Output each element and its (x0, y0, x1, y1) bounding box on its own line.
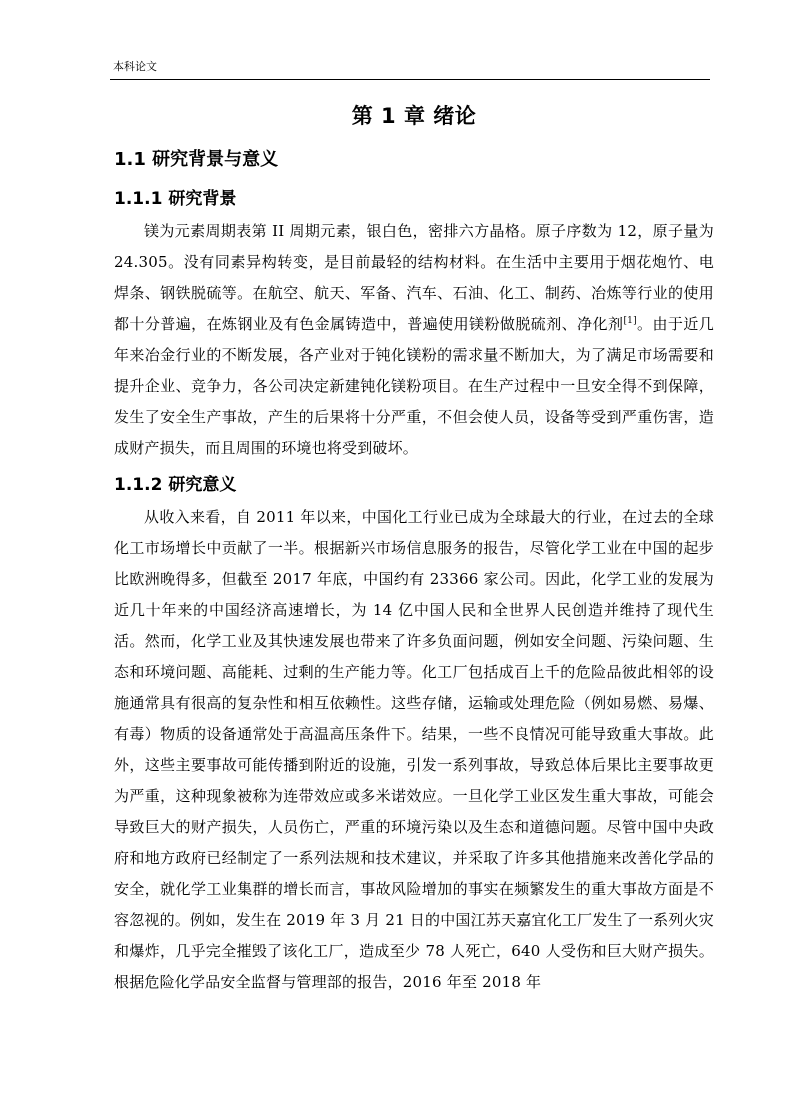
paragraph-significance: 从收入来看，自 2011 年以来，中国化工行业已成为全球最大的行业，在过去的全球化工市场增长中贡献了一半。根据新兴市场信息服务的报告，尽管化学工业在中国的起步比欧洲晚得多，但截至 2017 年底，中国约有 23366 家公司。因此，化学工业的发展为近几十年来的中国经济高速增长，为 14 亿中国人民和全世界人民创造并维持了现代生活。然而，化学工业及其快速发展也带来了许多负面问题，例如安全问题、污染问题、生态和环境问题、高能耗、过剩的生产能力等。化工厂包括成百上千的危险品彼此相邻的设施通常具有很高的复杂性和相互依赖性。这些存储，运输或处理危险（例如易燃、易爆、有毒）物质的设备通常处于高温高压条件下。结果，一些不良情况可能导致重大事故。此外，这些主要事故可能传播到附近的设施，引发一系列事故，导致总体后果比主要事故更为严重，这种现象被称为连带效应或多米诺效应。一旦化学工业区发生重大事故，可能会导致巨大的财产损失，人员伤亡，严重的环境污染以及生态和道德问题。尽管中国中央政府和地方政府已经制定了一系列法规和技术建议，并采取了许多其他措施来改善化学品的安全，就化学工业集群的增长而言，事故风险增加的事实在频繁发生的重大事故方面是不容忽视的。例如，发生在 2019 年 3 月 21 日的中国江苏天嘉宜化工厂发生了一系列火灾和爆炸，几乎完全摧毁了该化工厂，造成至少 78 人死亡，640 人受伤和巨大财产损失。根据危险化学品安全监督与管理部的报告，2016 年至 2018 年 (114, 508, 714, 991)
paragraph-background-text-a: 镁为元素周期表第 II 周期元素，银白色，密排六方晶格。原子序数为 12，原子量为 24.305。没有同素异构转变，是目前最轻的结构材料。在生活中主要用于烟花炮竹、电焊条、钢铁脱硫等。在航空、航天、军备、汽车、石油、化工、制药、冶炼等行业的使用都十分普遍，在炼钢业及有色金属铸造中，普遍使用镁粉做脱硫剂、净化剂 (114, 222, 714, 333)
citation-marker: [1] (623, 316, 637, 326)
section-heading: 1.1 研究背景与意义 (114, 149, 279, 170)
subsection-heading-significance: 1.1.2 研究意义 (114, 475, 237, 495)
chapter-title: 第 1 章 绪论 (351, 104, 477, 128)
paragraph-background-text-b: 。由于近几年来冶金行业的不断发展，各产业对于钝化镁粉的需求量不断加大，为了满足市场需要和提升企业、竞争力，各公司决定新建钝化镁粉项目。在生产过程中一旦安全得不到保障，发生了安全生产事故，产生的后果将十分严重，不但会使人员，设备等受到严重伤害，造成财产损失，而且周围的环境也将受到破坏。 (114, 315, 714, 457)
paragraph-background (114, 216, 714, 464)
header-rule (110, 79, 710, 80)
page-content (114, 96, 714, 998)
running-header: 本科论文 (113, 60, 157, 73)
subsection-heading-background: 1.1.1 研究背景 (114, 189, 237, 209)
